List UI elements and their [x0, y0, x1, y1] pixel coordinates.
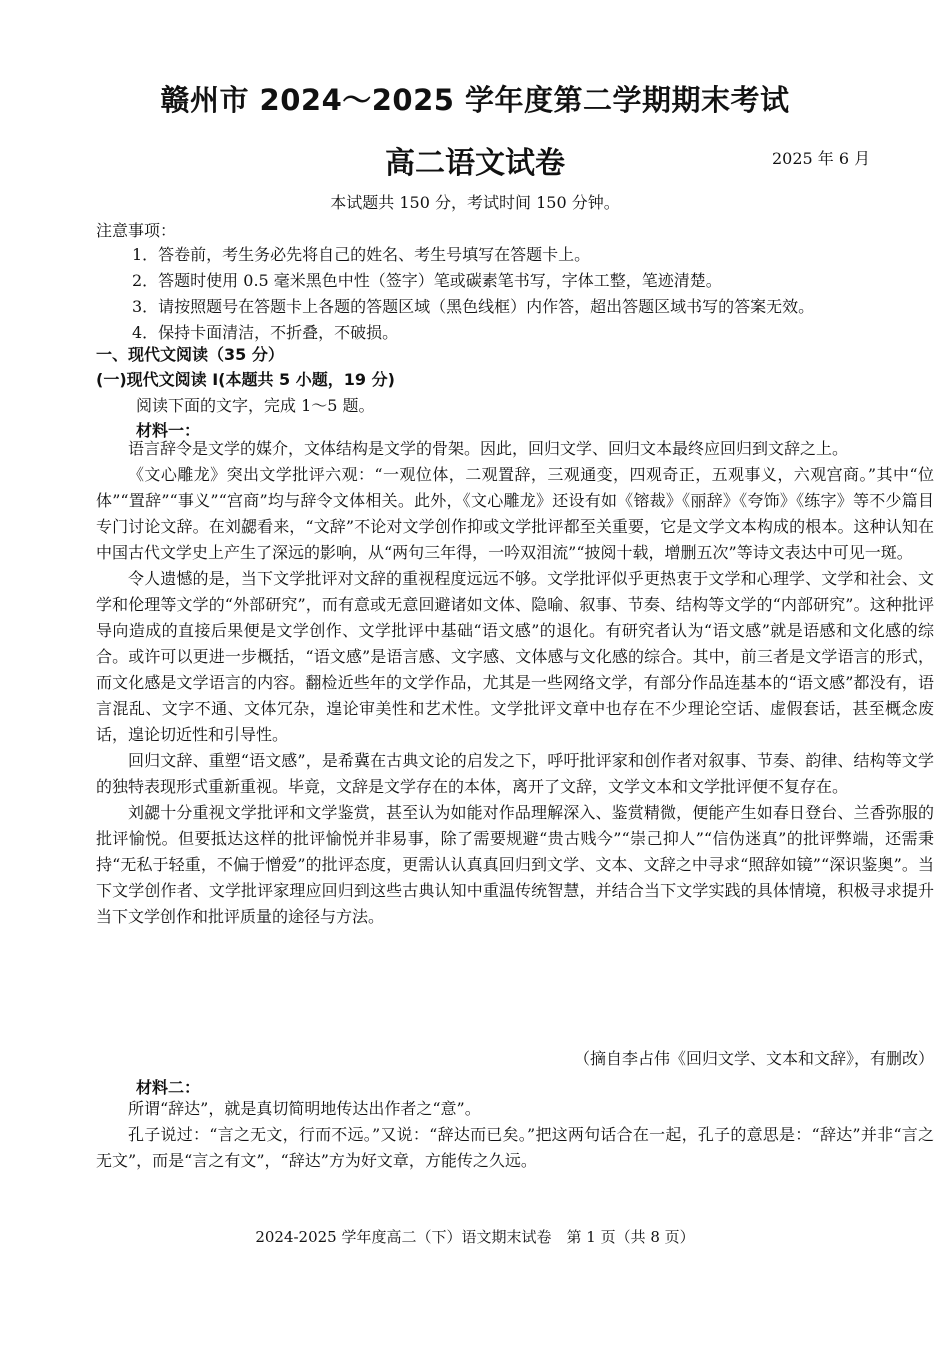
material-one-body	[96, 436, 934, 930]
paragraph: 语言辞令是文学的媒介，文体结构是文学的骨架。因此，回归文学、回归文本最终应回归到文辞之上。	[128, 439, 849, 458]
material-two-label: 材料二：	[136, 1078, 201, 1097]
notice-item: 2．答题时使用 0.5 毫米黑色中性（签字）笔或碳素笔书写，字体工整，笔迹清楚。	[132, 271, 722, 290]
notice-list	[132, 242, 942, 346]
paragraph: 孔子说过：“言之无文，行而不远。”又说：“辞达而已矣。”把这两句话合在一起，孔子的意思是：“辞达”并非“言之无文”，而是“言之有文”，“辞达”方为好文章，方能传之久远。	[96, 1125, 934, 1170]
subsection-heading: (一)现代文阅读 I(本题共 5 小题，19 分)	[96, 370, 395, 389]
page-footer: 2024-2025 学年度高二（下）语文期末试卷 第 1 页（共 8 页）	[255, 1228, 695, 1246]
paragraph: 刘勰十分重视文学批评和文学鉴赏，甚至认为如能对作品理解深入、鉴赏精微，便能产生如春日登台、兰香弥服的批评愉悦。但要抵达这样的批评愉悦并非易事，除了需要规避“贵古贱今”“崇己抑人”“信伪迷真”的批评弊端，还需秉持“无私于轻重，不偏于憎爱”的批评态度，更需认认真真回归到文学、文本、文辞之中寻求“照辞如镜”“深识鉴奥”。当下文学创作者、文学批评家理应回归到这些古典认知中重温传统智慧，并结合当下文学实践的具体情境，积极寻求提升当下文学创作和批评质量的途径与方法。	[96, 803, 934, 926]
notice-item: 1．答卷前，考生务必先将自己的姓名、考生号填写在答题卡上。	[132, 245, 591, 264]
material-one-source: （摘自李占伟《回归文学、文本和文辞》，有删改）	[573, 1049, 934, 1068]
notice-item: 3．请按照题号在答题卡上各题的答题区域（黑色线框）内作答，超出答题区域书写的答案无效。	[132, 297, 815, 316]
exam-title: 赣州市 2024～2025 学年度第二学期期末考试	[160, 83, 790, 117]
material-two-body	[96, 1096, 934, 1174]
reading-instruction: 阅读下面的文字，完成 1～5 题。	[136, 396, 375, 415]
section-heading: 一、现代文阅读（35 分）	[96, 345, 284, 364]
notice-item: 4．保持卡面清洁，不折叠，不破损。	[132, 323, 399, 342]
paragraph: 令人遗憾的是，当下文学批评对文辞的重视程度远远不够。文学批评似乎更热衷于文学和心理学、文学和社会、文学和伦理等文学的“外部研究”，而有意或无意回避诸如文体、隐喻、叙事、节奏、结构等文学的“内部研究”。这种批评导向造成的直接后果便是文学创作、文学批评中基础“语文感”的退化。有研究者认为“语文感”就是语感和文化感的综合。或许可以更进一步概括，“语文感”是语言感、文字感、文体感与文化感的综合。其中，前三者是文学语言的形式，而文化感是文学语言的内容。翻检近些年的文学作品，尤其是一些网络文学，有部分作品连基本的“语文感”都没有，语言混乱、文字不通、文体冗杂，遑论审美性和艺术性。文学批评文章中也存在不少理论空话、虚假套话，甚至概念废话，遑论切近性和引导性。	[96, 569, 934, 744]
exam-date: 2025 年 6 月	[772, 149, 871, 168]
material-one-label: 材料一：	[136, 421, 201, 440]
exam-subtitle: 高二语文试卷	[385, 146, 565, 181]
paragraph: 回归文辞、重塑“语文感”，是希冀在古典文论的启发之下，呼吁批评家和创作者对叙事、节奏、韵律、结构等文学的独特表现形式重新重视。毕竟，文辞是文学存在的本体，离开了文辞，文学文本和文学批评便不复存在。	[96, 751, 934, 796]
paragraph: 所谓“辞达”，就是真切简明地传达出作者之“意”。	[128, 1099, 481, 1118]
paragraph: 《文心雕龙》突出文学批评六观：“一观位体，二观置辞，三观通变，四观奇正，五观事义，六观宫商。”其中“位体”“置辞”“事义”“宫商”均与辞令文体相关。此外，《文心雕龙》还设有如《镕裁》《丽辞》《夸饰》《练字》等不少篇目专门讨论文辞。在刘勰看来，“文辞”不论对文学创作抑或文学批评都至关重要，它是文学文本构成的根本。这种认知在中国古代文学史上产生了深远的影响，从“两句三年得，一吟双泪流”“披阅十载，增删五次”等诗文表达中可见一斑。	[96, 465, 934, 562]
exam-info: 本试题共 150 分，考试时间 150 分钟。	[330, 193, 620, 212]
notice-heading: 注意事项：	[96, 221, 177, 240]
